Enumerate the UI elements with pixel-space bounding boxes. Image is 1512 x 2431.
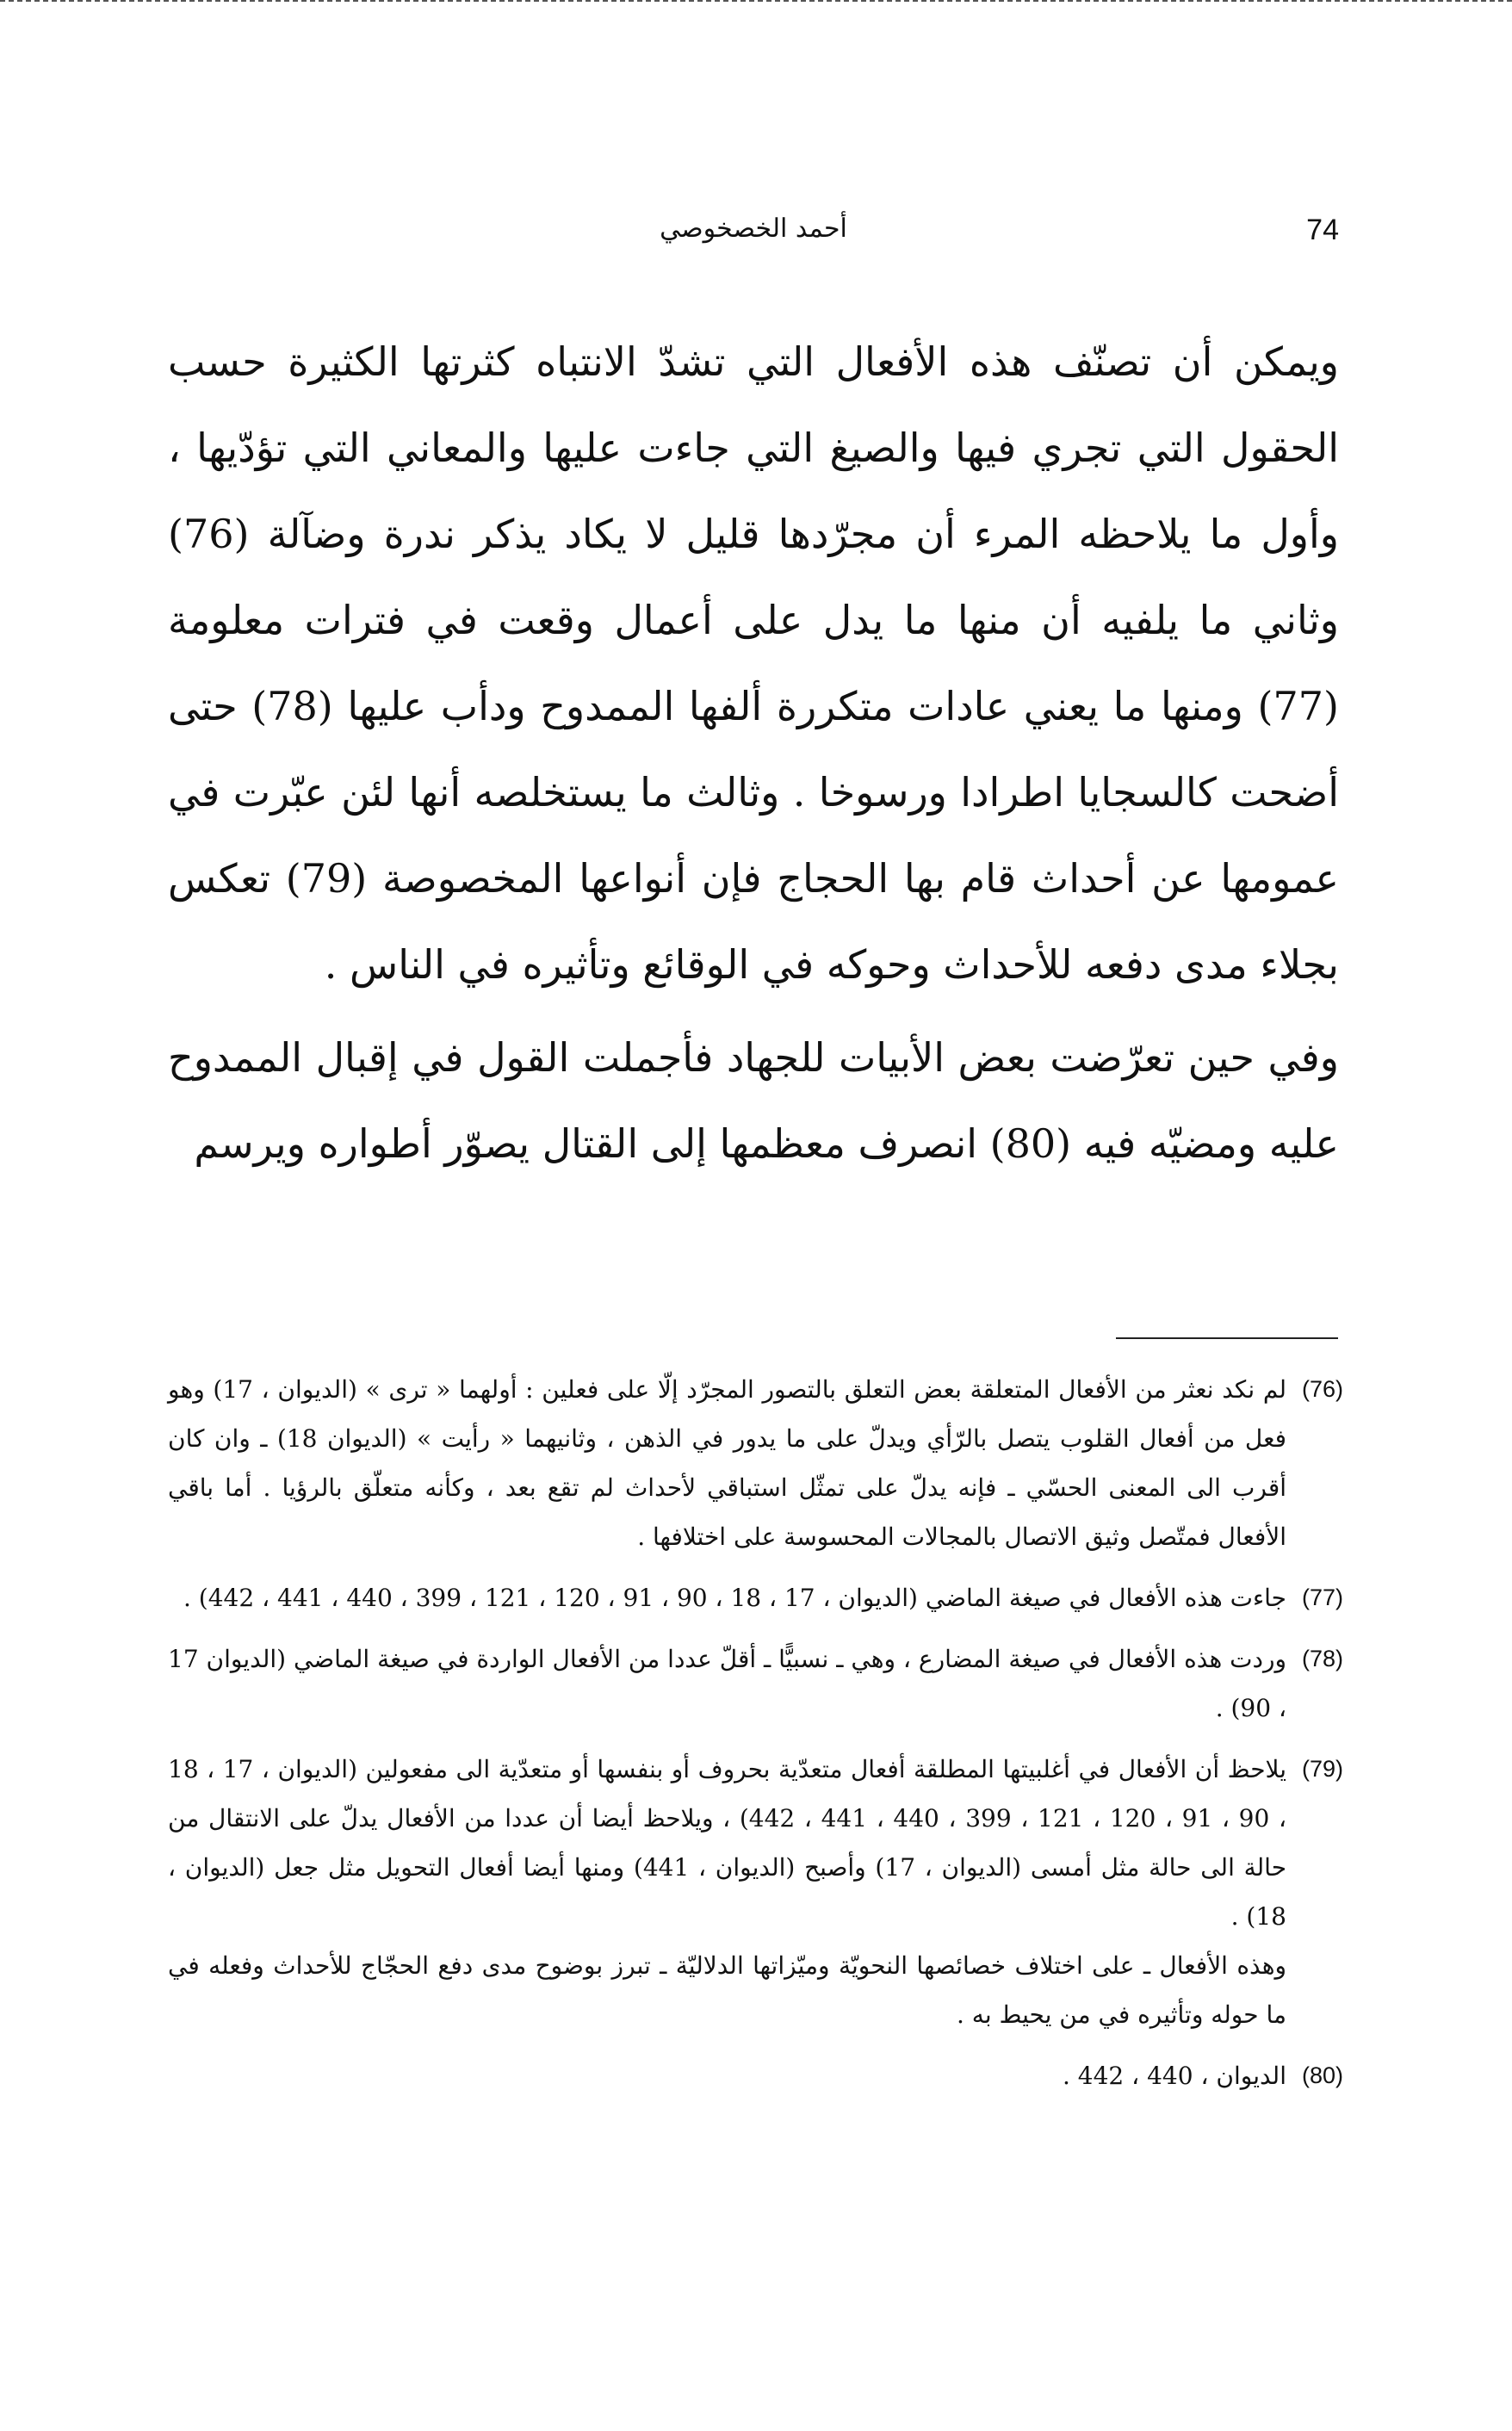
footnote-79 (168, 1745, 1343, 2039)
footnote-78 (168, 1634, 1343, 1733)
footnote-text: وردت هذه الأفعال في صيغة المضارع ، وهي ـ نسبيًّا ـ أقلّ عددا من الأفعال الواردة في صيغة الماضي (الديوان 17 ، 90) . (168, 1645, 1286, 1722)
footnote-number: (80) (1301, 2062, 1343, 2088)
footnote-separator (1116, 1337, 1338, 1339)
body-paragraph-1: ويمكن أن تصنّف هذه الأفعال التي تشدّ الانتباه كثرتها الكثيرة حسب الحقول التي تجري فيها والصيغ التي جاءت عليها والمعاني التي تؤدّيها ، وأول ما يلاحظه المرء أن مجرّدها قليل لا يكاد يذكر ندرة وضآلة (76) وثاني ما يلفيه أن منها ما يدل على أعمال وقعت في فترات معلومة (77) ومنها ما يعني عادات متكررة ألفها الممدوح ودأب عليها (78) حتى أضحت كالسجايا اطرادا ورسوخا . وثالث ما يستخلصه أنها لئن عبّرت في عمومها عن أحداث قام بها الحجاج فإن أنواعها المخصوصة (79) تعكس بجلاء مدى دفعه للأحداث وحوكه في الوقائع وتأثيره في الناس . (168, 338, 1339, 988)
footnote-text: لم نكد نعثر من الأفعال المتعلقة بعض التعلق بالتصور المجرّد إلّا على فعلين : أولهما « ترى » (الديوان ، 17) وهو فعل من أفعال القلوب يتصل بالرّأي ويدلّ على ما يدور في الذهن ، وثانيهما « رأيت » (الديوان 18) ـ وان كان أقرب الى المعنى الحسّي ـ فإنه يدلّ على تمثّل استباقي لأحداث لم تقع بعد ، وكأنه متعلّق بالرؤيا . أما باقي الأفعال فمتّصل وثيق الاتصال بالمجالات المحسوسة على اختلافها . (168, 1375, 1286, 1551)
footnote-77 (168, 1573, 1343, 1622)
footnote-number: (76) (1301, 1376, 1343, 1402)
page-number: 74 (1306, 214, 1339, 246)
footnote-76 (168, 1365, 1343, 1561)
footnote-text: يلاحظ أن الأفعال في أغلبيتها المطلقة أفعال متعدّية بحروف أو بنفسها أو متعدّية الى مفعولين (الديوان ، 17 ، 18 ، 90 ، 91 ، 120 ، 121 ، 399 ، 440 ، 441 ، 442) ، ويلاحظ أيضا أن عددا من الأفعال يدلّ على الانتقال من حالة الى حالة مثل أمسى (الديوان ، 17) وأصبح (الديوان ، 441) ومنها أيضا أفعال التحويل مثل جعل (الديوان ، 18) . (168, 1755, 1287, 1931)
footnote-number: (77) (1301, 1584, 1343, 1610)
footnote-text-continued: وهذه الأفعال ـ على اختلاف خصائصها النحويّة وميّزاتها الدلاليّة ـ تبرز بوضوح مدى دفع الحجّاج للأحداث وفعله في ما حوله وتأثيره في من يحيط به . (168, 1951, 1286, 2029)
footnote-number: (79) (1301, 1756, 1343, 1782)
footnote-number: (78) (1301, 1646, 1343, 1671)
running-head-author: أحمد الخصخوصي (660, 214, 847, 244)
page-header (168, 214, 1339, 265)
top-edge-rule (0, 0, 1512, 4)
footnotes (168, 1365, 1343, 2112)
footnote-text: الديوان ، 440 ، 442 . (1062, 2062, 1286, 2090)
body-paragraph-2: وفي حين تعرّضت بعض الأبيات للجهاد فأجملت القول في إقبال الممدوح عليه ومضيّه فيه (80) انصرف معظمها إلى القتال يصوّر أطواره ويرسم (168, 1034, 1339, 1167)
footnote-80 (168, 2051, 1343, 2100)
main-text (168, 319, 1339, 1187)
footnote-text: جاءت هذه الأفعال في صيغة الماضي (الديوان ، 17 ، 18 ، 90 ، 91 ، 120 ، 121 ، 399 ، 440 ، 441 ، 442) . (183, 1584, 1286, 1612)
